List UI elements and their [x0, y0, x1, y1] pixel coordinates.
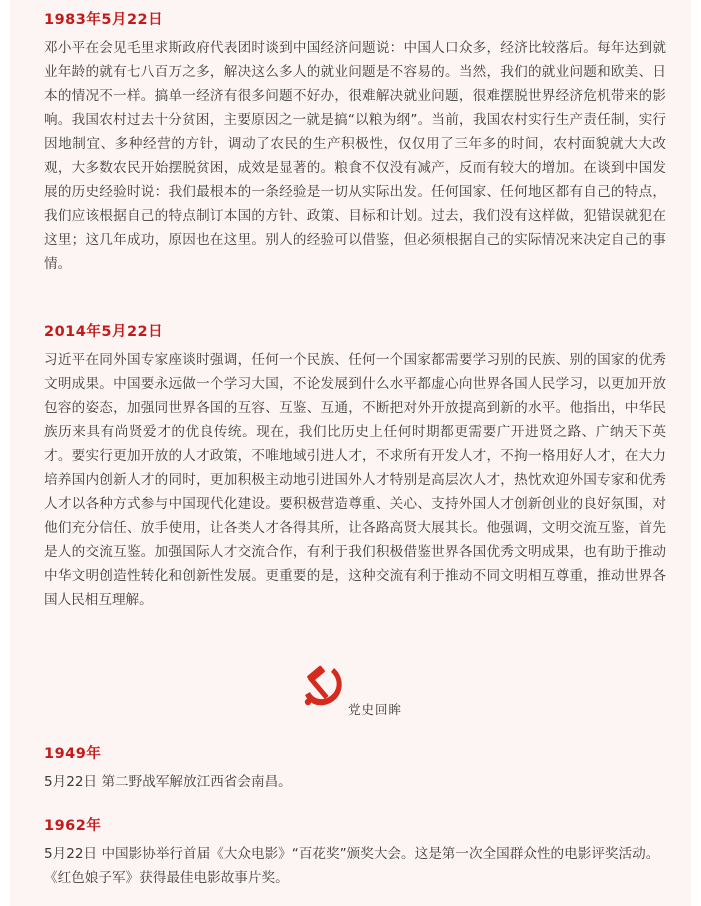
- entry-date: 1962年: [44, 818, 102, 834]
- entry-text: 5月22日 第二野战军解放江西省会南昌。: [44, 774, 292, 790]
- entry-text: 习近平在同外国专家座谈时强调，任何一个民族、任何一个国家都需要学习别的民族、别的国家的优秀文明成果。中国要永远做一个学习大国，不论发展到什么水平都虚心向世界各国人民学习，以更加开放包容的姿态，加强同世界各国的互容、互鉴、互通，不断把对外开放提高到新的水平。他指出，中华民族历来具有尚贤爱才的优良传统。现在，我们比历史上任何时期都更需要广开进贤之路、广纳天下英才。要实行更加开放的人才政策，不唯地域引进人才，不求所有开发人才，不拘一格用好人才，在大力培养国内创新人才的同时，更加积极主动地引进国外人才特别是高层次人才，热忱欢迎外国专家和优秀人才以各种方式参与中国现代化建设。要积极营造尊重、关心、支持外国人才创新创业的良好氛围，对他们充分信任、放手使用，让各类人才各得其所，让各路高贤大展其长。他强调，文明交流互鉴，首先是人的交流互鉴。加强国际人才交流合作，有利于我们积极借鉴世界各国优秀文明成果，也有助于推动中华文明创造性转化和创新性发展。更重要的是，这种交流有利于推动不同文明相互尊重，推动世界各国人民相互理解。: [44, 352, 666, 608]
- entry-1983: [44, 10, 666, 276]
- entry-text: 邓小平在会见毛里求斯政府代表团时谈到中国经济问题说：中国人口众多，经济比较落后。每年达到就业年龄的就有七八百万之多，解决这么多人的就业问题是不容易的。当然，我们的就业问题和欧美、日本的情况不一样。搞单一经济有很多问题不好办，很难解决就业问题，很难摆脱世界经济危机带来的影响。我国农村过去十分贫困，主要原因之一就是搞“以粮为纲”。当前，我国农村实行生产责任制，实行因地制宜、多种经营的方针，调动了农民的生产积极性，仅仅用了三年多的时间，农村面貌就大大改观，大多数农民开始摆脱贫困，成效是显著的。粮食不仅没有减产，反而有较大的增加。在谈到中国发展的历史经验时说：我们最根本的一条经验是一切从实际出发。任何国家、任何地区都有自己的特点，我们应该根据自己的特点制订本国的方针、政策、目标和计划。过去，我们没有这样做，犯错误就犯在这里；这几年成功，原因也在这里。别人的经验可以借鉴，但必须根据自己的实际情况来决定自己的事情。: [44, 40, 666, 272]
- entry-date: 2014年5月22日: [44, 324, 164, 340]
- entry-2014: [44, 322, 666, 612]
- hammer-sickle-icon: [298, 660, 350, 712]
- entry-date: 1949年: [44, 746, 102, 762]
- party-history-emblem: [298, 656, 418, 718]
- entry-1949: [44, 744, 666, 794]
- entry-date: 1983年5月22日: [44, 12, 164, 28]
- entry-1962: [44, 816, 666, 890]
- entry-text: 5月22日 中国影协举行首届《大众电影》“百花奖”颁奖大会。这是第一次全国群众性的电影评奖活动。《红色娘子军》获得最佳电影故事片奖。: [44, 846, 660, 886]
- emblem-label: 党史回眸: [348, 702, 403, 717]
